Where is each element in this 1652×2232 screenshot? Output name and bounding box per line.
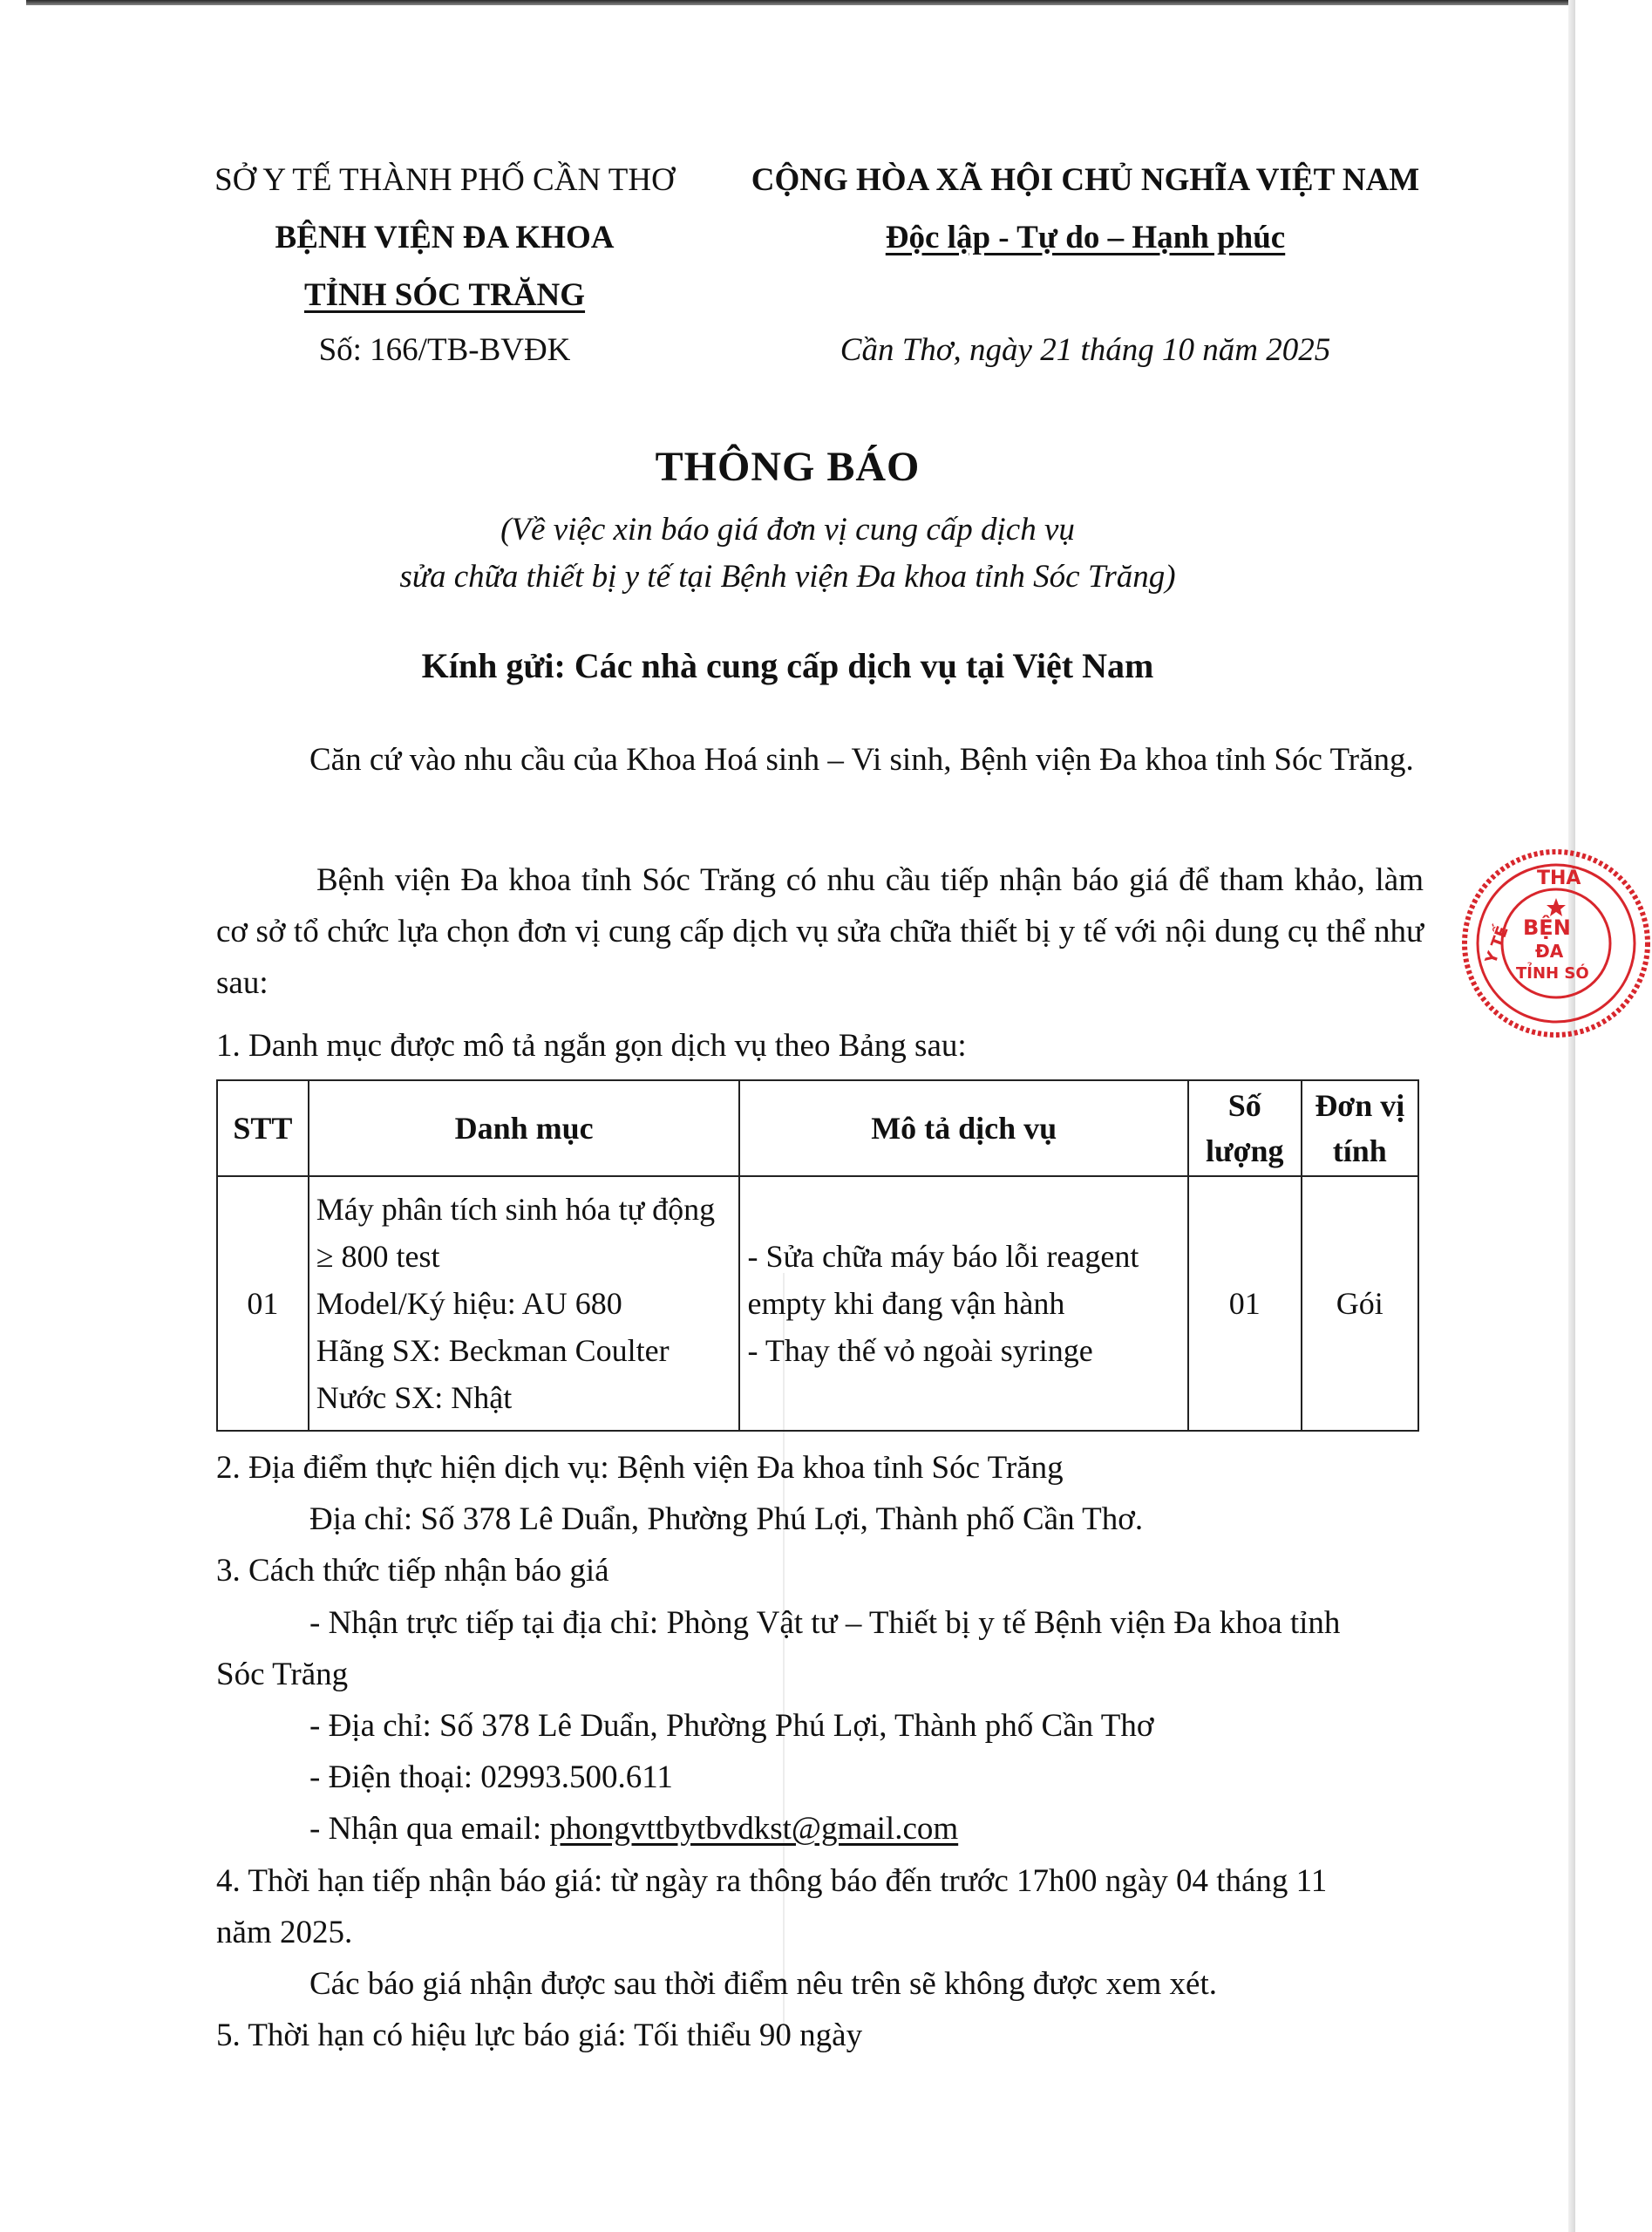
header-so-luong bbox=[1188, 1080, 1302, 1176]
issuer-block bbox=[174, 161, 715, 334]
cell-don-vi: Gói bbox=[1302, 1176, 1418, 1431]
seal-text-line-2: ĐA bbox=[1535, 941, 1564, 962]
danh-muc-line: Hãng SX: Beckman Coulter bbox=[316, 1333, 670, 1368]
danh-muc-line: Máy phân tích sinh hóa tự động bbox=[316, 1192, 716, 1227]
danh-muc-line: ≥ 800 test bbox=[316, 1239, 440, 1274]
header-mo-ta: Mô tả dịch vụ bbox=[739, 1080, 1187, 1176]
mo-ta-line: - Sửa chữa máy báo lỗi reagent bbox=[747, 1239, 1139, 1274]
cell-stt: 01 bbox=[217, 1176, 309, 1431]
section-3-email-line bbox=[309, 1810, 958, 1848]
service-table bbox=[216, 1079, 1419, 1432]
document-number: Số: 166/TB-BVĐK bbox=[318, 332, 571, 368]
header-don-vi bbox=[1302, 1080, 1418, 1176]
document-title: THÔNG BÁO bbox=[655, 444, 921, 490]
header-don-vi-line-2: tính bbox=[1332, 1133, 1387, 1168]
header-don-vi-line-1: Đơn vị bbox=[1315, 1088, 1405, 1123]
section-4-note: Các báo giá nhận được sau thời điểm nêu trên sẽ không được xem xét. bbox=[309, 1966, 1218, 2002]
cell-so-luong: 01 bbox=[1188, 1176, 1302, 1431]
danh-muc-line: Model/Ký hiệu: AU 680 bbox=[316, 1286, 622, 1321]
header-so-luong-line-1: Số bbox=[1227, 1088, 1261, 1123]
cell-mo-ta bbox=[739, 1176, 1187, 1431]
section-2-heading: 2. Địa điểm thực hiện dịch vụ: Bệnh viện Đa khoa tỉnh Sóc Trăng bbox=[216, 1450, 1064, 1486]
section-4-heading: 4. Thời hạn tiếp nhận báo giá: từ ngày ra thông báo đến trước 17h00 ngày 04 tháng 11 bbox=[216, 1863, 1328, 1899]
official-seal bbox=[1460, 847, 1652, 1039]
section-4-cont: năm 2025. bbox=[216, 1915, 353, 1950]
national-header bbox=[706, 161, 1465, 276]
cell-danh-muc bbox=[309, 1176, 740, 1431]
seal-text-line-3: TỈNH SÓ bbox=[1516, 964, 1589, 983]
scan-edge-top bbox=[26, 0, 1575, 5]
greeting: Kính gửi: Các nhà cung cấp dịch vụ tại Việt Nam bbox=[421, 646, 1154, 685]
document-date: Cần Thơ, ngày 21 tháng 10 năm 2025 bbox=[840, 332, 1331, 368]
mo-ta-line: - Thay thế vỏ ngoài syringe bbox=[747, 1333, 1093, 1368]
subtitle-line-2: sửa chữa thiết bị y tế tại Bệnh viện Đa khoa tỉnh Sóc Trăng) bbox=[399, 559, 1176, 595]
section-1-heading: 1. Danh mục được mô tả ngắn gọn dịch vụ theo Bảng sau: bbox=[216, 1028, 967, 1064]
seal-text-top: THÀ bbox=[1537, 868, 1581, 889]
section-3-direct-cont: Sóc Trăng bbox=[216, 1657, 349, 1692]
scan-edge-right bbox=[1568, 0, 1575, 2232]
issuer-province: TỈNH SÓC TRĂNG bbox=[303, 277, 586, 313]
email-link[interactable]: phongvttbytbvdkst@gmail.com bbox=[549, 1811, 959, 1847]
issuer-hospital: BỆNH VIỆN ĐA KHOA bbox=[275, 220, 615, 255]
paragraph-basis: Căn cứ vào nhu cầu của Khoa Hoá sinh – Vi sinh, Bệnh viện Đa khoa tỉnh Sóc Trăng. bbox=[309, 742, 1414, 778]
section-5-heading: 5. Thời hạn có hiệu lực báo giá: Tối thiểu 90 ngày bbox=[216, 2018, 863, 2053]
table-row bbox=[217, 1176, 1418, 1431]
seal-star-icon bbox=[1547, 898, 1566, 916]
section-3-address: - Địa chỉ: Số 378 Lê Duẩn, Phường Phú Lợi, Thành phố Cần Thơ bbox=[309, 1708, 1154, 1744]
seal-text-left: Y TẾ bbox=[1482, 923, 1513, 967]
email-label: - Nhận qua email: bbox=[309, 1811, 550, 1847]
header-so-luong-line-2: lượng bbox=[1205, 1133, 1284, 1168]
danh-muc-line: Nước SX: Nhật bbox=[316, 1380, 513, 1415]
section-3-phone: - Điện thoại: 02993.500.611 bbox=[309, 1759, 673, 1795]
seal-text-line-1: BỆN bbox=[1523, 915, 1571, 940]
header-stt: STT bbox=[217, 1080, 309, 1176]
section-3-direct: - Nhận trực tiếp tại địa chỉ: Phòng Vật tư – Thiết bị y tế Bệnh viện Đa khoa tỉnh bbox=[309, 1605, 1341, 1641]
issuer-department: SỞ Y TẾ THÀNH PHỐ CẦN THƠ bbox=[214, 162, 675, 198]
mo-ta-line: empty khi đang vận hành bbox=[747, 1286, 1065, 1321]
nation-name: CỘNG HÒA XÃ HỘI CHỦ NGHĨA VIỆT NAM bbox=[751, 162, 1420, 198]
header-danh-muc: Danh mục bbox=[309, 1080, 740, 1176]
section-2-address: Địa chỉ: Số 378 Lê Duẩn, Phường Phú Lợi, Thành phố Cần Thơ. bbox=[309, 1501, 1144, 1537]
national-motto: Độc lập - Tự do – Hạnh phúc bbox=[885, 220, 1286, 255]
paragraph-request: Bệnh viện Đa khoa tỉnh Sóc Trăng có nhu cầu tiếp nhận báo giá để tham khảo, làm cơ sở tổ chức lựa chọn đơn vị cung cấp dịch vụ sửa chữa thiết bị y tế với nội dung cụ thể như sau: bbox=[216, 862, 1424, 1001]
table-header-row bbox=[217, 1080, 1418, 1176]
subtitle-line-1: (Về việc xin báo giá đơn vị cung cấp dịch vụ bbox=[500, 512, 1075, 548]
section-3-heading: 3. Cách thức tiếp nhận báo giá bbox=[216, 1553, 609, 1589]
